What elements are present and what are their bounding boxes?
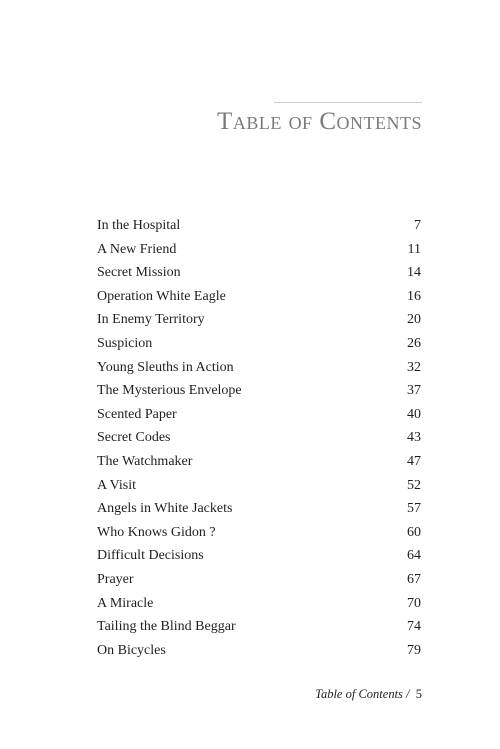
- toc-entry-page: 79: [407, 642, 421, 658]
- toc-entry-title: Operation White Eagle: [97, 288, 226, 304]
- toc-entry-page: 52: [407, 477, 421, 493]
- page-footer: [315, 687, 422, 702]
- toc-entry-page: 40: [407, 406, 421, 422]
- toc-entry-page: 43: [407, 430, 421, 446]
- toc-entry-page: 26: [407, 335, 421, 351]
- toc-entry[interactable]: [97, 285, 421, 309]
- toc-entry[interactable]: [97, 356, 421, 380]
- toc-entry[interactable]: [97, 568, 421, 592]
- toc-entry[interactable]: [97, 403, 421, 427]
- toc-entry-page: 37: [407, 383, 421, 399]
- toc-entry-page: 57: [407, 501, 421, 517]
- toc-entry-page: 7: [414, 218, 421, 233]
- toc-list: [97, 214, 421, 662]
- toc-entry-page: 60: [407, 524, 421, 540]
- toc-entry-title: In Enemy Territory: [97, 312, 205, 328]
- toc-entry-title: Tailing the Blind Beggar: [97, 619, 236, 635]
- toc-entry-page: 64: [407, 548, 421, 564]
- toc-entry[interactable]: [97, 639, 421, 663]
- toc-entry-title: Secret Mission: [97, 265, 181, 281]
- toc-entry-title: In the Hospital: [97, 218, 181, 233]
- toc-entry[interactable]: [97, 426, 421, 450]
- toc-entry[interactable]: [97, 450, 421, 474]
- toc-entry[interactable]: [97, 379, 421, 403]
- toc-entry[interactable]: [97, 261, 421, 285]
- page-number: 5: [415, 687, 422, 701]
- toc-entry-page: 32: [407, 359, 421, 375]
- toc-entry[interactable]: [97, 474, 421, 498]
- title-rule: [274, 102, 422, 103]
- toc-entry-page: 14: [407, 265, 421, 281]
- toc-entry[interactable]: [97, 332, 421, 356]
- toc-entry-title: Suspicion: [97, 335, 153, 351]
- toc-entry-page: 74: [407, 619, 421, 635]
- toc-entry[interactable]: [97, 615, 421, 639]
- toc-entry-page: 20: [407, 312, 421, 328]
- toc-entry-title: Prayer: [97, 571, 134, 587]
- toc-entry-title: Who Knows Gidon ?: [97, 524, 216, 540]
- toc-entry-title: The Watchmaker: [97, 453, 193, 469]
- toc-entry-title: Secret Codes: [97, 430, 171, 446]
- toc-entry-title: Difficult Decisions: [97, 548, 204, 564]
- toc-entry-title: The Mysterious Envelope: [97, 383, 242, 399]
- toc-entry-title: Scented Paper: [97, 406, 177, 422]
- toc-entry[interactable]: [97, 308, 421, 332]
- toc-entry-title: A Miracle: [97, 595, 154, 611]
- toc-entry-page: 47: [407, 453, 421, 469]
- toc-entry-title: A New Friend: [97, 241, 177, 257]
- toc-entry-page: 11: [407, 241, 421, 257]
- toc-entry-title: A Visit: [97, 477, 136, 493]
- running-head: Table of Contents /: [315, 687, 410, 701]
- toc-entry-title: Young Sleuths in Action: [97, 359, 234, 375]
- toc-entry[interactable]: [97, 592, 421, 616]
- toc-entry[interactable]: [97, 521, 421, 545]
- toc-entry[interactable]: [97, 497, 421, 521]
- toc-entry[interactable]: [97, 214, 421, 238]
- toc-entry-page: 16: [407, 288, 421, 304]
- toc-entry-title: Angels in White Jackets: [97, 501, 233, 517]
- toc-entry-page: 70: [407, 595, 421, 611]
- toc-entry[interactable]: [97, 544, 421, 568]
- toc-entry-title: On Bicycles: [97, 642, 166, 658]
- toc-entry-page: 67: [407, 571, 421, 587]
- page-title: Table of Contents: [217, 108, 422, 135]
- toc-entry[interactable]: [97, 238, 421, 262]
